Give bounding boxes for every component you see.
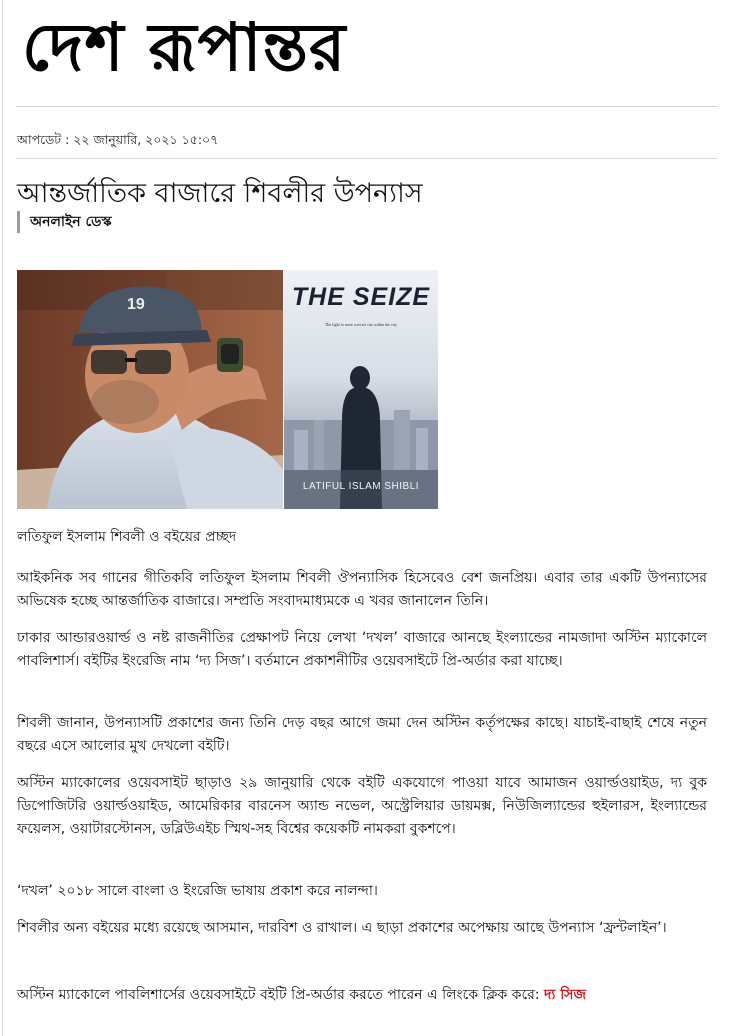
preorder-text: অস্টিন ম্যাকোলে পাবলিশার্সের ওয়েবসাইটে বইটি প্রি-অর্ডার করতে পারেন এ লিংকে ক্লিক করে: [17, 987, 544, 1003]
article-paragraph-3: শিবলী জানান, উপন্যাসটি প্রকাশের জন্য তিনি দেড় বছর আগে জমা দেন অস্টিন কর্তৃপক্ষের কাছে। যাচাই-বাছাই শেষে নতুন বছরে এসে আলোর মুখ দেখলো বইটি। [17, 715, 707, 754]
article-byline: অনলাইন ডেস্ক [17, 211, 112, 233]
article-paragraph-7 [17, 984, 707, 1007]
article-paragraph-5: ‘দখল’ ২০১৮ সালে বাংলা ও ইংরেজি ভাষায় প্রকাশ করে নালন্দা। [17, 883, 378, 899]
timestamp-divider [16, 158, 717, 159]
book-link[interactable]: দ্য সিজ [543, 987, 587, 1003]
image-caption: লতিফুল ইসলাম শিবলী ও বইয়ের প্রচ্ছদ [17, 529, 237, 545]
cover-title: THE SEIZE [291, 283, 431, 311]
header-divider [16, 106, 717, 107]
update-timestamp: আপডেট : ২২ জানুয়ারি, ২০২১ ১৫:০৭ [17, 132, 219, 147]
page-left-border [2, 0, 3, 1036]
article-paragraph-4: অস্টিন ম্যাকোলের ওয়েবসাইট ছাড়াও ২৯ জানুয়ারি থেকে বইটি একযোগে পাওয়া যাবে আমাজন ওয়ার্ল্ডওয়াইড, দ্য বুক ডিপোজিটরি ওয়ার্ল্ডওয়াইড, আমেরিকার বারনেস অ্যান্ড নভেল, অস্ট্রেলিয়ার ডায়মক্স, নিউজিল্যান্ডের হুইলারস, ইংল্যান্ডের ফয়েলস, ওয়াটারস্টোনস, ডব্লিউএইচ স্মিথ-সহ বিশ্বের কয়েকটি নামকরা বুকশপে। [17, 775, 707, 837]
article-paragraph-2: ঢাকার আন্ডারওয়ার্ল্ড ও নষ্ট রাজনীতির প্রেক্ষাপট নিয়ে লেখা ‘দখল’ বাজারে আনছে ইংল্যান্ডের নামজাদা অস্টিন ম্যাকোলে পাবলিশার্স। বইটির ইংরেজি নাম ‘দ্য সিজ’। বর্তমানে প্রকাশনীটির ওয়েবসাইটে প্রি-অর্ডার করা যাচ্ছে। [17, 630, 707, 669]
cap-badge: 19 [127, 296, 145, 313]
cover-tagline: The fight to seize a secret city within the city [324, 322, 398, 327]
author-photo [17, 270, 283, 509]
article-paragraph-1: আইকনিক সব গানের গীতিকবি লতিফুল ইসলাম শিবলী ঔপন্যাসিক হিসেবেও বেশ জনপ্রিয়। এবার তার একটি উপন্যাসের অভিষেক হচ্ছে আন্তর্জাতিক বাজারে। সম্প্রতি সংবাদমাধ্যমকে এ খবর জানালেন তিনি। [17, 570, 707, 609]
site-logo[interactable]: দেশ রূপান্তর [22, 9, 347, 86]
cover-author: LATIFUL ISLAM SHIBLI [302, 481, 420, 492]
book-cover [284, 270, 438, 509]
article-headline: আন্তর্জাতিক বাজারে শিবলীর উপন্যাস [17, 178, 423, 209]
article-paragraph-6: শিবলীর অন্য বইয়ের মধ্যে রয়েছে আসমান, দারবিশ ও রাখাল। এ ছাড়া প্রকাশের অপেক্ষায় আছে উপন্যাস ‘ফ্রন্টলাইন’। [17, 920, 667, 936]
